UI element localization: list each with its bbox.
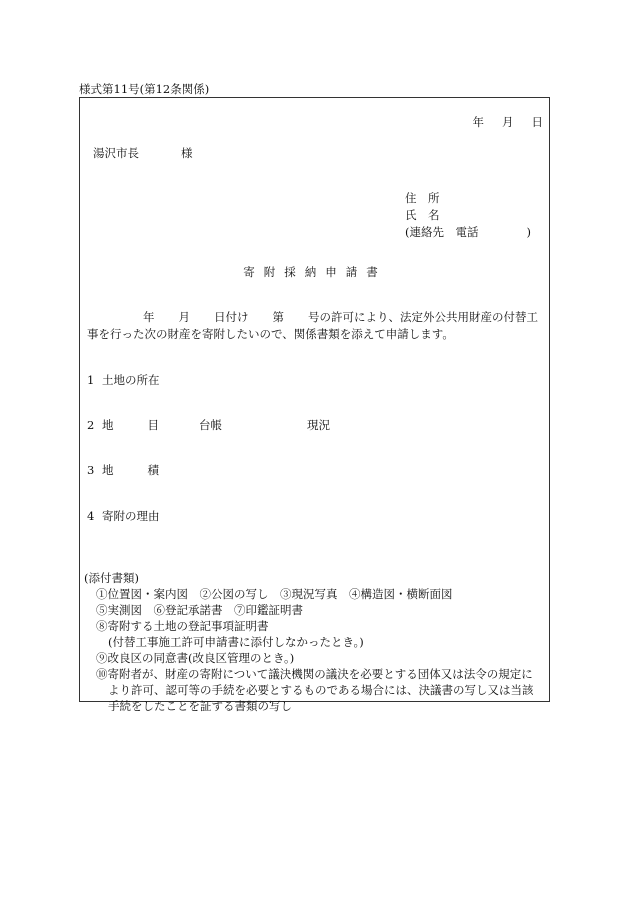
- attachments-heading: (添付書類): [84, 571, 139, 585]
- attachment-line-4: ⑨改良区の同意書(改良区管理のとき。): [96, 651, 295, 665]
- applicant-block: [405, 190, 531, 241]
- addressee-name: 湯沢市長: [93, 146, 139, 160]
- item-reason-number: 4: [87, 509, 95, 523]
- item-area-number: 3: [87, 463, 95, 477]
- body-statement: 号の許可により、法定外公共用財産の付替工事を行った次の財産を寄附したいので、関係書類を添えて申請します。: [87, 310, 538, 341]
- attachment-line-3: ⑧寄附する土地の登記事項証明書: [96, 619, 269, 633]
- name-label: 氏 名: [405, 208, 440, 222]
- addressee-honorific: 様: [181, 146, 193, 160]
- item-location-number: 1: [87, 373, 95, 387]
- addressee: [93, 146, 193, 161]
- item-reason-label: 寄附の理由: [102, 509, 160, 523]
- attachment-line-5-rest: より許可、認可等の手続を必要とするものである場合には、決議書の写し又は当該手続をしたことを証する書類の写し: [108, 683, 534, 713]
- date-month: 月: [502, 115, 514, 129]
- body-month: 月: [178, 310, 190, 324]
- item-land-category-label-a: 地: [102, 418, 114, 432]
- item-area-label-b: 積: [147, 463, 159, 477]
- body-no: 第: [272, 310, 284, 324]
- contact-line: [405, 224, 531, 241]
- item-land-category-label-b: 目: [147, 418, 159, 432]
- item-area-label-a: 地: [102, 463, 114, 477]
- body-year: 年: [143, 310, 155, 324]
- attachments-list: [84, 570, 544, 714]
- item-location-label: 土地の所在: [102, 373, 160, 387]
- body-dated: 日付け: [214, 310, 249, 324]
- item-land-category-number: 2: [87, 418, 95, 432]
- attachment-line-3-note: (付替工事施工許可申請書に添付しなかったとき。): [108, 635, 364, 649]
- item-reason: [87, 509, 160, 524]
- date-day: 日: [531, 115, 543, 129]
- body-text: [87, 309, 547, 343]
- document-title: 寄附採納申請書: [243, 265, 387, 279]
- item-area: [87, 463, 159, 478]
- contact-open: (連絡先 電話: [405, 225, 479, 239]
- contact-close: ): [526, 225, 531, 239]
- attachment-line-2: ⑤実測図 ⑥登記承諾書 ⑦印鑑証明書: [96, 603, 303, 617]
- attachment-line-1: ①位置図・案内図 ②公図の写し ③現況写真 ④構造図・横断面図: [96, 587, 453, 601]
- item-location: [87, 373, 160, 388]
- ledger-label: 台帳: [199, 418, 222, 432]
- attachment-line-5-lead: ⑩寄附者が、財産の寄附について議決機関の議決を必要とする団体又は法令の規定に: [96, 667, 533, 681]
- date-year: 年: [472, 115, 484, 129]
- form-number: 様式第11号(第12条関係): [79, 82, 210, 96]
- address-label: 住 所: [405, 191, 440, 205]
- item-land-category: [87, 418, 330, 433]
- current-label: 現況: [307, 418, 330, 432]
- date-line: [455, 115, 544, 130]
